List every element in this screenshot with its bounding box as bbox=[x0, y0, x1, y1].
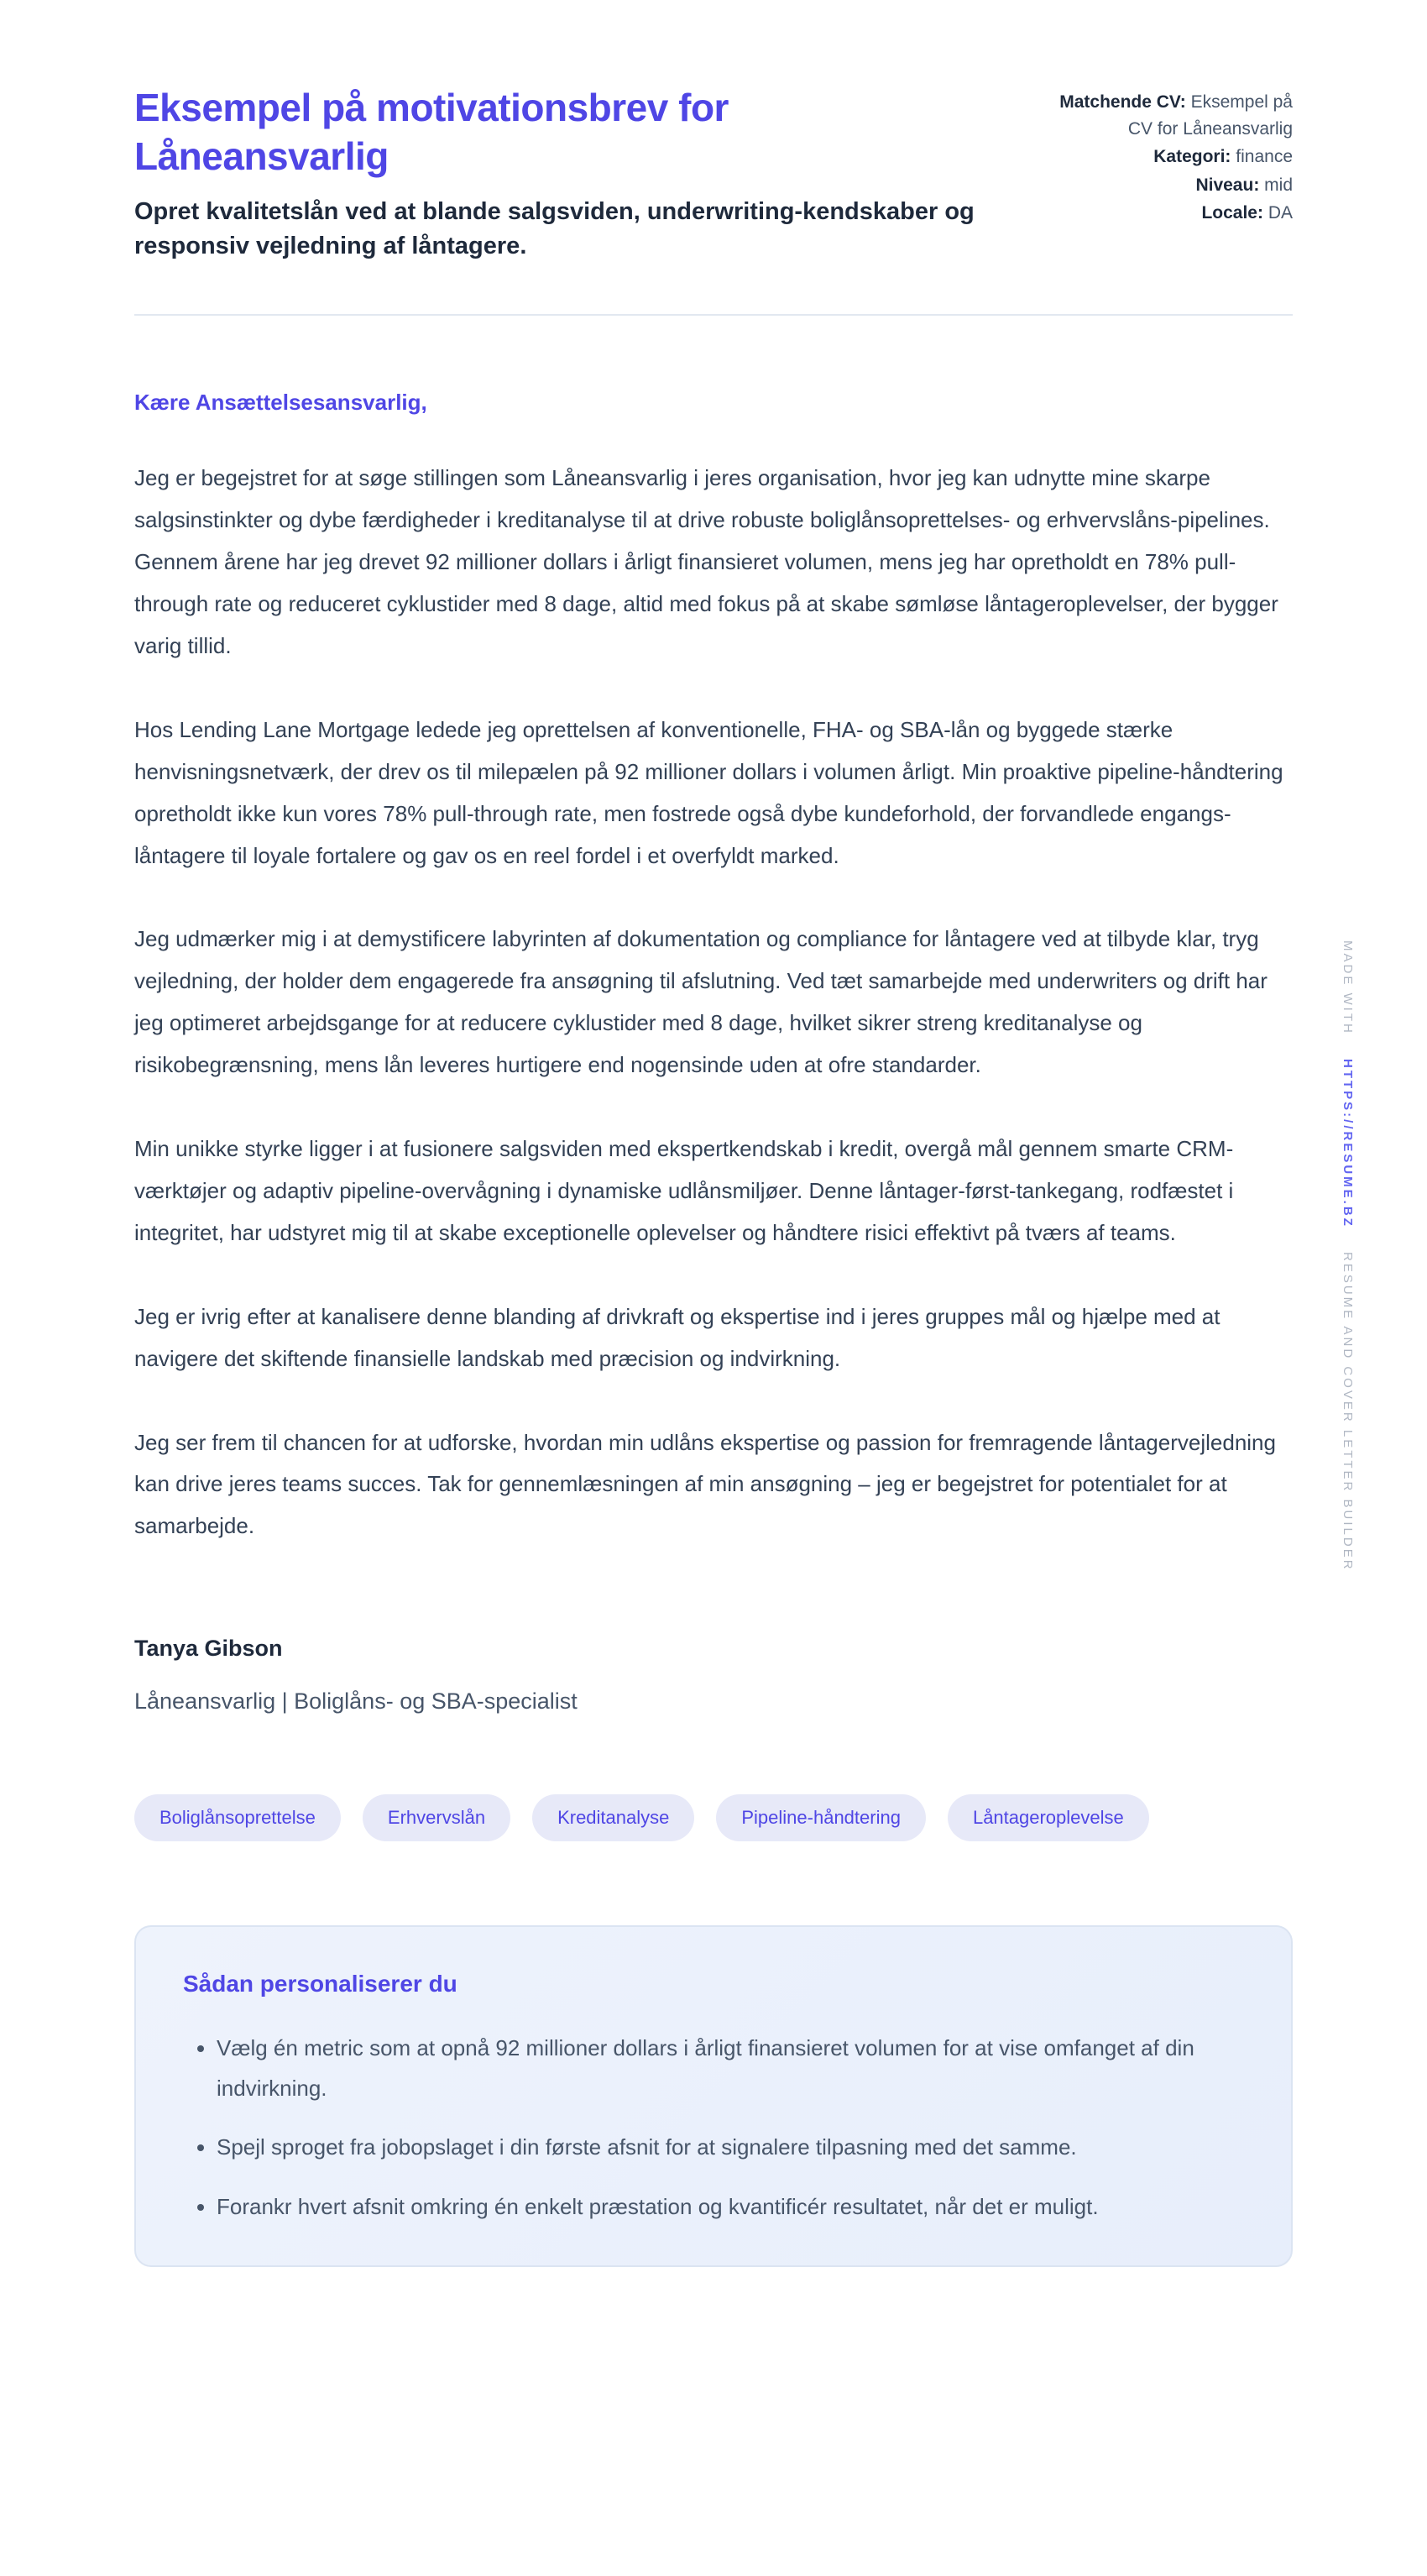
content-column bbox=[134, 0, 1293, 2385]
meta-label: Locale: bbox=[1201, 203, 1263, 223]
header-divider bbox=[134, 314, 1293, 316]
paragraph-4: Min unikke styrke ligger i at fusionere salgsviden med ekspertkendskab i kredit, overgå mål gennem smarte CRM-værktøjer og adaptiv pipeline-overvågning i dynamiske udlånsmiljøer. Denne låntager-først-tankegang, rodfæstet i integritet, har udstyret mig til at skabe exceptionelle oplevelser og håndtere risici effektivt på tværs af teams. bbox=[134, 1136, 1234, 1245]
signature-role: Låneansvarlig | Boliglåns- og SBA-specialist bbox=[134, 1689, 578, 1715]
meta-value: mid bbox=[1264, 175, 1293, 195]
tip-item-1: • Vælg én metric som at opnå 92 millioner dollars i årligt finansieret volumen for at vise omfanget af din indvirkning. bbox=[217, 2028, 1244, 2108]
signature bbox=[134, 1636, 1293, 1715]
page-subtitle: Opret kvalitetslån ved at blande salgsviden, underwriting-kendskaber og responsiv vejledning af låntagere. bbox=[134, 197, 975, 260]
meta-row-matching-cv bbox=[1032, 89, 1293, 142]
paragraph-3: Jeg udmærker mig i at demystificere labyrinten af dokumentation og compliance for låntagere ved at tilbyde klar, tryg vejledning, der holder dem engagerede fra ansøgning til afslutning. Ved tæt samarbejde med underwriters og drift har jeg optimeret arbejdsgange for at reducere cyklustider med 8 dage, hvilket sikrer streng kreditanalyse og risikobegrænsning, mens lån leveres hurtigere end nogensinde uden at ofre standarder. bbox=[134, 926, 1268, 1078]
tag-chip-kreditanalyse: Kreditanalyse bbox=[532, 1794, 694, 1841]
tips-title: Sådan personaliserer du bbox=[183, 1971, 457, 1997]
watermark-suffix: RESUME AND COVER LETTER BUILDER bbox=[1341, 1251, 1355, 1572]
watermark-prefix: MADE WITH bbox=[1341, 940, 1355, 1035]
paragraph-1: Jeg er begejstret for at søge stillingen som Låneansvarlig i jeres organisation, hvor jeg kan udnytte mine skarpe salgsinstinkter og dybe færdigheder i kreditanalyse til at drive robuste boliglånsoprettelses- og erhvervslåns-pipelines. Gennem årene har jeg drevet 92 millioner dollars i årligt finansieret volumen, mens jeg har opretholdt en 78% pull-through rate og reduceret cyklustider med 8 dage, altid med fokus på at skabe sømløse låntageroplevelser, der bygger varig tillid. bbox=[134, 465, 1278, 658]
meta-row-level bbox=[1032, 172, 1293, 199]
tips-list bbox=[183, 2028, 1244, 2226]
watermark-link[interactable]: HTTPS://RESUME.BZ bbox=[1341, 1058, 1355, 1228]
salutation: Kære Ansættelsesansvarlig, bbox=[134, 390, 427, 416]
tag-chip-lantageroplevelse: Låntageroplevelse bbox=[948, 1794, 1149, 1841]
meta-label: Kategori: bbox=[1153, 147, 1231, 166]
paragraph-2: Hos Lending Lane Mortgage ledede jeg oprettelsen af konventionelle, FHA- og SBA-lån og byggede stærke henvisningsnetværk, der drev os til milepælen på 92 millioner dollars i volumen årligt. Min proaktive pipeline-håndtering opretholdt ikke kun vores 78% pull-through rate, men fostrede også dybe kundeforhold, der forvandlede engangs-låntagere til loyale fortalere og gav os en reel fordel i et overfyldt marked. bbox=[134, 716, 1283, 868]
header bbox=[134, 84, 1293, 264]
paragraph-5: Jeg er ivrig efter at kanalisere denne blanding af drivkraft og ekspertise ind i jeres gruppes mål og hjælpe med at navigere det skiftende finansielle landskab med præcision og indvirkning. bbox=[134, 1303, 1221, 1371]
meta-value: finance bbox=[1236, 147, 1293, 166]
meta-row-locale bbox=[1032, 200, 1293, 227]
signature-name: Tanya Gibson bbox=[134, 1636, 283, 1662]
meta-value: DA bbox=[1268, 203, 1293, 223]
meta-row-category bbox=[1032, 144, 1293, 170]
tip-item-2: • Spejl sproget fra jobopslaget i din første afsnit for at signalere tilpasning med det samme. bbox=[217, 2127, 1244, 2167]
page-title: Eksempel på motivationsbrev for Låneansvarlig bbox=[134, 86, 729, 178]
tag-chip-boliglansoprettelse: Boliglånsoprettelse bbox=[134, 1794, 341, 1841]
meta-block bbox=[1032, 84, 1293, 228]
watermark bbox=[1341, 940, 1355, 1571]
tips-box bbox=[134, 1925, 1293, 2266]
meta-value: Eksempel på CV for Låneansvarlig bbox=[1127, 92, 1293, 139]
tag-chip-erhvervslan: Erhvervslån bbox=[363, 1794, 510, 1841]
tip-item-3: • Forankr hvert afsnit omkring én enkelt præstation og kvantificér resultatet, når det er muligt. bbox=[217, 2186, 1244, 2227]
paragraph-6: Jeg ser frem til chancen for at udforske, hvordan min udlåns ekspertise og passion for fremragende låntagervejledning kan drive jeres teams succes. Tak for gennemlæsningen af min ansøgning – jeg er begejstret for potentialet for at samarbejde. bbox=[134, 1429, 1276, 1539]
header-left bbox=[134, 84, 1032, 264]
tag-list bbox=[134, 1794, 1293, 1841]
meta-label: Niveau: bbox=[1195, 175, 1260, 195]
tag-chip-pipeline-handtering: Pipeline-håndtering bbox=[716, 1794, 926, 1841]
meta-label: Matchende CV: bbox=[1059, 92, 1186, 112]
